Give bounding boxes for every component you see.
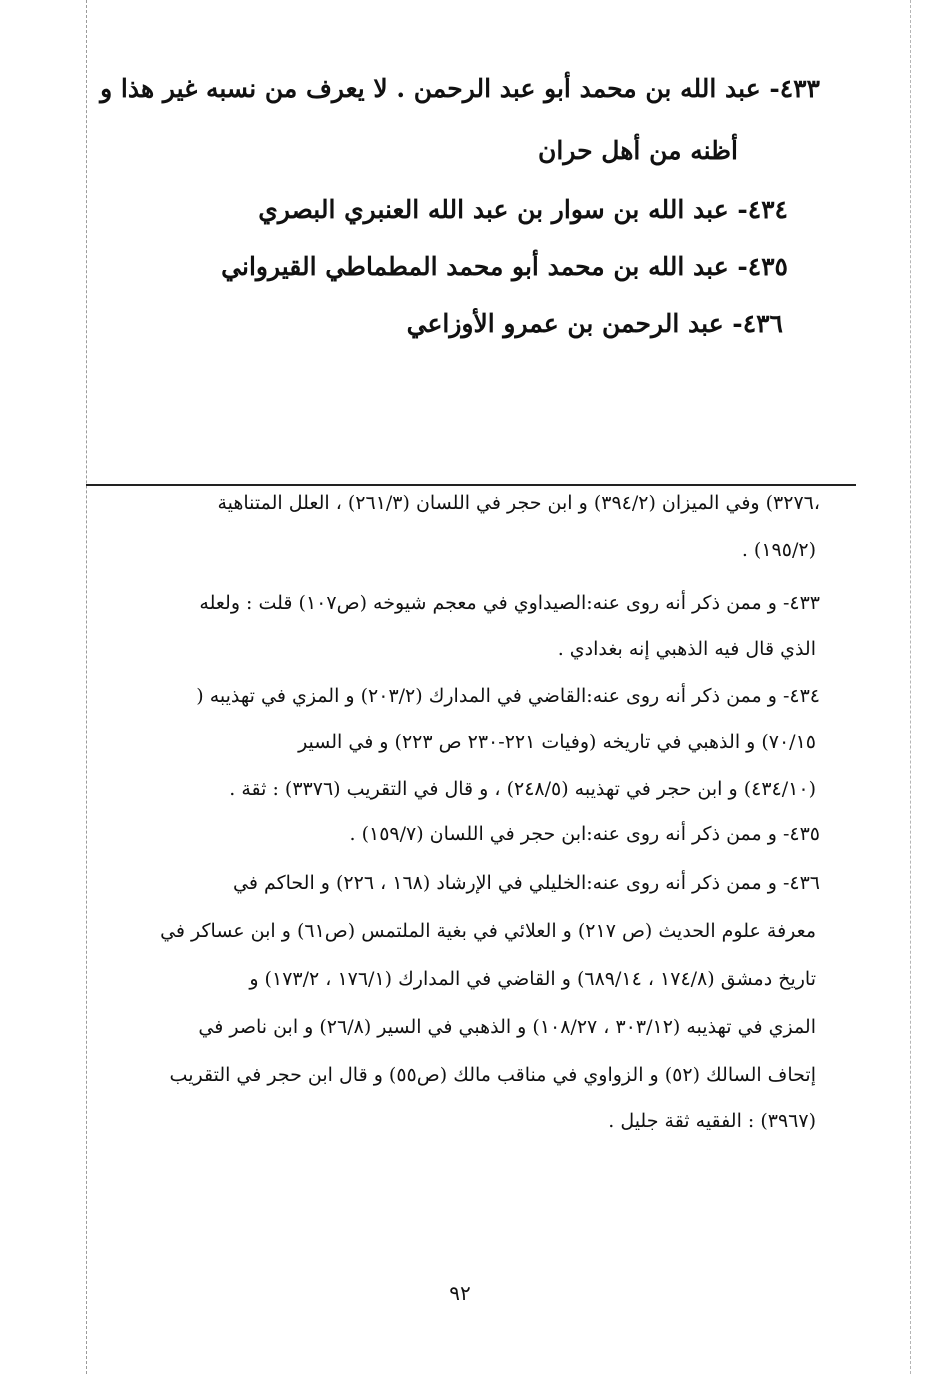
footnote-line: ٤٣٤- و ممن ذكر أنه روى عنه:القاضي في المدارك (٢٠٣/٢) و المزي في تهذيبه ( bbox=[196, 685, 820, 707]
footnote-line: معرفة علوم الحديث (ص ٢١٧) و العلائي في بغية الملتمس (ص٦١) و ابن عساكر في bbox=[160, 920, 816, 942]
footnote-line: الذي قال فيه الذهبي إنه بغدادي . bbox=[557, 638, 816, 660]
footnote-line: (٤٣٤/١٠) و ابن حجر في تهذيبه (٢٤٨/٥) ، و قال في التقريب (٣٣٧٦) : ثقة . bbox=[229, 778, 816, 800]
footnote-line: ٤٣٦- و ممن ذكر أنه روى عنه:الخليلي في الإرشاد (١٦٨ ، ٢٢٦) و الحاكم في bbox=[232, 872, 820, 894]
footnote-line: (١٩٥/٢) . bbox=[741, 539, 816, 561]
entry-433-line-1: ٤٣٣- عبد الله بن محمد أبو عبد الرحمن . لا يعرف من نسبه غير هذا و bbox=[100, 74, 820, 103]
footnote-line: المزي في تهذيبه (٣٠٣/١٢ ، ١٠٨/٢٧) و الذهبي في السير (٢٦/٨) و ابن ناصر في bbox=[198, 1016, 816, 1038]
footnote-line: تاريخ دمشق (١٧٤/٨ ، ٦٨٩/١٤) و القاضي في المدارك (١٧٦/١ ، ١٧٣/٢) و bbox=[249, 968, 816, 990]
footnote-line: ٧٠/١٥) و الذهبي في تاريخه (وفيات ٢٢١-٢٣٠ ص ٢٢٣) و في السير bbox=[298, 731, 816, 753]
entry-435: ٤٣٥- عبد الله بن محمد أبو محمد المطماطي القيرواني bbox=[221, 252, 788, 281]
scan-edge-left bbox=[86, 0, 87, 1374]
footnote-line: ٤٣٣- و ممن ذكر أنه روى عنه:الصيداوي في معجم شيوخه (ص١٠٧) قلت : ولعله bbox=[199, 592, 820, 614]
footnote-line: إتحاف السالك (٥٢) و الزواوي في مناقب مالك (ص٥٥) و قال ابن حجر في التقريب bbox=[169, 1064, 816, 1086]
entry-436: ٤٣٦- عبد الرحمن بن عمرو الأوزاعي bbox=[406, 309, 783, 338]
footnote-line: ،٣٢٧٦) وفي الميزان (٣٩٤/٢) و ابن حجر في اللسان (٢٦١/٣) ، العلل المتناهية bbox=[217, 492, 820, 514]
footnote-separator bbox=[86, 484, 856, 486]
entry-433-line-2: أظنه من أهل حران bbox=[538, 136, 738, 165]
page-number: ٩٢ bbox=[449, 1281, 471, 1305]
footnote-line: ٤٣٥- و ممن ذكر أنه روى عنه:ابن حجر في اللسان (١٥٩/٧) . bbox=[349, 823, 820, 845]
scan-edge-right bbox=[910, 0, 911, 1374]
footnote-line: (٣٩٦٧) : الفقيه ثقة جليل . bbox=[608, 1110, 816, 1132]
entry-434: ٤٣٤- عبد الله بن سوار بن عبد الله العنبري البصري bbox=[258, 195, 788, 224]
